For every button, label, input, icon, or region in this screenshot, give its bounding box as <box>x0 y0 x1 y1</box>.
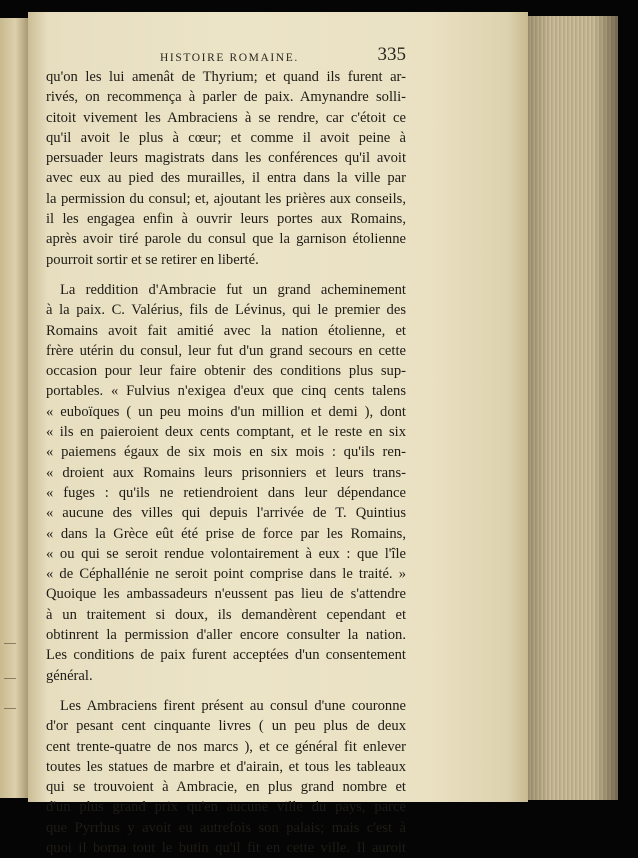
text-line: général. <box>46 667 93 684</box>
text-line: qu'on les lui amenât de Thyrium; et quand ils furent ar- <box>46 69 406 85</box>
facing-page-edge <box>0 18 28 798</box>
facing-page-mark <box>4 678 16 679</box>
text-line: Romains avoit fait amitié avec la nation étolienne, et <box>46 322 406 339</box>
facing-page-mark <box>4 643 16 644</box>
text-line: d'or pesant cent cinquante livres ( un peu plus de deux <box>46 718 406 735</box>
page-number: 335 <box>377 44 406 65</box>
text-line: que Pyrrhus y avoit eu autrefois son palais; mais c'est à <box>46 819 406 836</box>
text-line: Quoique les ambassadeurs n'eussent pas lieu de s'attendre <box>46 586 406 603</box>
paragraph <box>46 696 406 858</box>
text-line: frère utérin du consul, leur fut d'un grand secours en cette <box>46 342 406 359</box>
text-line: « droient aux Romains leurs prisonniers et leurs trans- <box>46 464 406 481</box>
paragraph <box>46 280 406 686</box>
text-line: quoi il borna tout le butin qu'il fit en cette ville. Il auroit <box>46 839 406 856</box>
text-line: « fuges : qu'ils ne retiendroient dans leur dépendance <box>46 484 406 501</box>
text-line: il les engagea enfin à ouvrir leurs portes aux Romains, <box>46 211 406 228</box>
paragraph-gap <box>46 686 406 696</box>
text-line: « paiemens égaux de six mois en six mois : qu'ils ren- <box>46 444 406 461</box>
text-line: avec eux au pied des murailles, il entra dans la ville par <box>46 170 406 187</box>
text-line: occasion pour leur faire obtenir des conditions plus sup- <box>46 363 406 380</box>
text-line: qui se trouvoient à Ambracie, en plus grand nombre et <box>46 779 406 796</box>
body-text <box>46 67 406 858</box>
page-block-shadow <box>522 16 618 800</box>
text-line: après avoir tiré parole du consul que la garnison étolienne <box>46 231 406 248</box>
text-line: toutes les statues de marbre et d'airain, et tous les tableaux <box>46 758 406 775</box>
text-line: « aucune des villes qui depuis l'arrivée de T. Quintius <box>46 505 406 522</box>
text-line: persuader leurs magistrats dans les conférences qu'il avoit <box>46 150 406 167</box>
text-line: à la paix. C. Valérius, fils de Lévinus, qui le premier des <box>46 302 406 319</box>
text-line: « euboïques ( un peu moins d'un million et demi ), dont <box>46 403 406 420</box>
text-line: « dans la Grèce eût été prise de force par les Romains, <box>46 525 406 542</box>
text-line: la permission du consul; et, ajoutant les prières aux conseils, <box>46 190 406 207</box>
facing-page-mark <box>4 708 16 709</box>
paragraph-gap <box>46 270 406 280</box>
text-line: « ils en paieroient deux cents comptant, et le reste en six <box>46 424 406 441</box>
text-line: La reddition d'Ambracie fut un grand acheminement <box>60 281 406 298</box>
text-line: qu'il avoit le plus à cœur; et comme il avoit peine à <box>46 129 406 146</box>
text-line: citoit vivement les Ambraciens à se rendre, car c'étoit ce <box>46 109 406 126</box>
text-line: portables. « Fulvius n'exigea d'eux que cinq cents talens <box>46 383 406 400</box>
text-line: « de Céphallénie ne seroit point comprise dans le traité. » <box>46 566 406 583</box>
text-line: Les conditions de paix furent acceptées d'un consentement <box>46 647 406 664</box>
text-line: obtinrent la permission d'aller encore consulter la nation. <box>46 627 406 644</box>
running-head: HISTOIRE ROMAINE. <box>160 52 299 64</box>
paragraph <box>46 67 406 270</box>
text-line: cent trente-quatre de nos marcs ), et ce général fit enlever <box>46 738 406 755</box>
text-line: Les Ambraciens firent présent au consul d'une couronne <box>60 697 406 714</box>
text-line: « ou qui se seroit rendue volontairement à eux : que l'île <box>46 545 406 562</box>
text-line: d'un plus grand prix qu'en aucune ville du pays, parce <box>46 799 406 816</box>
text-line: pourroit sortir et se retirer en liberté. <box>46 251 259 268</box>
text-line: à un traitement si doux, ils demandèrent cependant et <box>46 606 406 623</box>
page-header <box>46 44 406 68</box>
text-line: rivés, on recommença à parler de paix. Amynandre solli- <box>46 89 406 106</box>
